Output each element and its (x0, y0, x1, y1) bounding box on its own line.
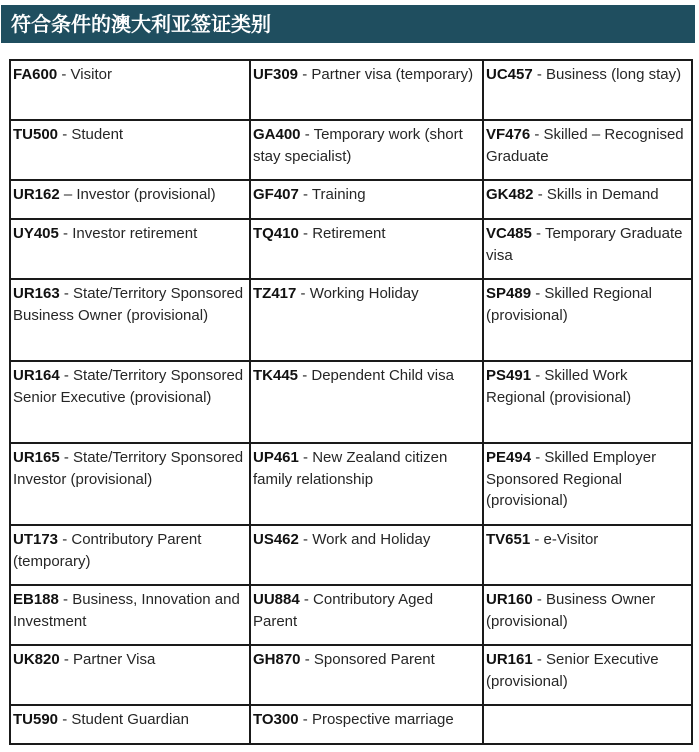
visa-separator: - (58, 711, 72, 728)
page-title: 符合条件的澳大利亚签证类别 (1, 5, 695, 43)
visa-cell (483, 645, 692, 705)
visa-name: Visitor (70, 66, 112, 83)
visa-name: Partner visa (temporary) (311, 66, 474, 83)
visa-separator: - (532, 66, 547, 83)
visa-name: Student (71, 126, 124, 143)
visa-code: GA400 (253, 126, 301, 143)
visa-cell (10, 585, 250, 645)
visa-code: TV651 (486, 531, 531, 548)
visa-name: Skilled Employer Sponsored Regional (provisional) (486, 449, 657, 509)
visa-table (9, 59, 693, 745)
visa-name: Temporary Graduate visa (486, 225, 683, 264)
table-row (10, 525, 692, 585)
visa-cell (250, 120, 483, 180)
visa-name: e-Visitor (543, 531, 599, 548)
visa-separator: - (531, 449, 545, 466)
visa-cell (10, 180, 250, 219)
visa-name: State/Territory Sponsored Senior Executive (provisional) (13, 367, 244, 406)
visa-code: UU884 (253, 591, 300, 608)
visa-cell (483, 120, 692, 180)
visa-separator: - (532, 591, 547, 608)
visa-code: TZ417 (253, 285, 297, 302)
visa-code: UR163 (13, 285, 60, 302)
visa-separator: - (298, 449, 313, 466)
visa-name: Sponsored Parent (313, 651, 435, 668)
visa-code: PS491 (486, 367, 532, 384)
visa-name: Investor retirement (72, 225, 198, 242)
visa-code: UF309 (253, 66, 299, 83)
visa-name: Investor (provisional) (76, 186, 216, 203)
visa-name: Business Owner (provisional) (486, 591, 656, 630)
visa-name: Skilled Regional (provisional) (486, 285, 652, 324)
table-row (10, 120, 692, 180)
visa-cell (250, 443, 483, 525)
table-row (10, 443, 692, 525)
table-row (10, 60, 692, 120)
visa-name: Skilled – Recognised Graduate (486, 126, 684, 165)
visa-cell (483, 219, 692, 279)
visa-name: Dependent Child visa (311, 367, 454, 384)
visa-code: VC485 (486, 225, 532, 242)
visa-code: GH870 (253, 651, 301, 668)
visa-table-body (10, 60, 692, 744)
visa-code: UR165 (13, 449, 60, 466)
visa-cell (483, 585, 692, 645)
visa-separator: - (58, 531, 72, 548)
visa-cell (10, 279, 250, 361)
table-row (10, 180, 692, 219)
visa-name: State/Territory Sponsored Business Owner (provisional) (13, 285, 244, 324)
visa-cell (250, 279, 483, 361)
visa-code: VF476 (486, 126, 531, 143)
table-row (10, 219, 692, 279)
visa-cell (250, 525, 483, 585)
visa-name: Skilled Work Regional (provisional) (486, 367, 632, 406)
visa-code: UR162 (13, 186, 60, 203)
visa-separator: - (58, 225, 73, 242)
visa-code: UC457 (486, 66, 533, 83)
visa-name: Retirement (312, 225, 386, 242)
visa-cell (483, 180, 692, 219)
visa-code: TO300 (253, 711, 299, 728)
visa-cell (483, 279, 692, 361)
visa-cell (10, 645, 250, 705)
visa-code: UP461 (253, 449, 299, 466)
table-row (10, 585, 692, 645)
visa-cell (250, 180, 483, 219)
visa-separator: - (298, 531, 313, 548)
visa-name: Contributory Aged Parent (253, 591, 434, 630)
visa-separator: - (531, 367, 545, 384)
visa-code: UR160 (486, 591, 533, 608)
visa-separator: - (299, 591, 314, 608)
visa-separator: - (300, 651, 314, 668)
visa-name: Training (311, 186, 366, 203)
visa-cell (10, 60, 250, 120)
visa-separator: - (298, 367, 312, 384)
visa-code: SP489 (486, 285, 532, 302)
visa-cell (10, 120, 250, 180)
visa-cell (250, 645, 483, 705)
visa-cell (10, 525, 250, 585)
visa-name: Temporary work (short stay specialist) (253, 126, 463, 165)
visa-cell (483, 705, 692, 744)
visa-name: Skills in Demand (546, 186, 659, 203)
visa-code: US462 (253, 531, 299, 548)
visa-code: TK445 (253, 367, 299, 384)
visa-code: TU590 (13, 711, 59, 728)
visa-name: State/Territory Sponsored Investor (provisional) (13, 449, 244, 488)
visa-name: Student Guardian (71, 711, 189, 728)
visa-code: GK482 (486, 186, 534, 203)
visa-code: UR164 (13, 367, 60, 384)
visa-code: TU500 (13, 126, 59, 143)
table-row (10, 361, 692, 443)
visa-code: TQ410 (253, 225, 299, 242)
visa-cell (483, 443, 692, 525)
visa-separator: - (59, 449, 74, 466)
visa-cell (250, 705, 483, 744)
visa-separator: - (298, 225, 313, 242)
visa-code: PE494 (486, 449, 532, 466)
visa-separator: - (532, 651, 547, 668)
visa-separator: - (298, 711, 312, 728)
visa-cell (250, 585, 483, 645)
visa-cell (250, 361, 483, 443)
visa-separator: - (58, 126, 72, 143)
visa-name: Business, Innovation and Investment (13, 591, 240, 630)
visa-separator: - (298, 186, 312, 203)
visa-separator: - (530, 126, 544, 143)
visa-separator: - (530, 531, 544, 548)
visa-code: UT173 (13, 531, 59, 548)
visa-cell (483, 525, 692, 585)
visa-cell (483, 60, 692, 120)
visa-cell (10, 705, 250, 744)
visa-separator: - (57, 66, 71, 83)
visa-cell (250, 219, 483, 279)
visa-name: Senior Executive (provisional) (486, 651, 659, 690)
visa-name: Contributory Parent (temporary) (13, 531, 202, 570)
table-row (10, 279, 692, 361)
visa-code: FA600 (13, 66, 58, 83)
visa-name: Partner Visa (73, 651, 156, 668)
visa-code: GF407 (253, 186, 299, 203)
visa-separator: - (531, 285, 545, 302)
visa-separator: - (296, 285, 310, 302)
visa-name: Business (long stay) (546, 66, 682, 83)
visa-cell (10, 443, 250, 525)
visa-name: Working Holiday (309, 285, 419, 302)
visa-cell (483, 361, 692, 443)
visa-separator: – (59, 186, 77, 203)
visa-code: UY405 (13, 225, 59, 242)
visa-name: Work and Holiday (312, 531, 431, 548)
table-row (10, 645, 692, 705)
visa-separator: - (59, 285, 74, 302)
visa-cell (250, 60, 483, 120)
table-row (10, 705, 692, 744)
visa-cell (10, 361, 250, 443)
visa-separator: - (533, 186, 547, 203)
visa-separator: - (300, 126, 314, 143)
visa-cell (10, 219, 250, 279)
visa-code: EB188 (13, 591, 59, 608)
visa-code: UK820 (13, 651, 60, 668)
visa-separator: - (59, 367, 74, 384)
visa-separator: - (531, 225, 545, 242)
visa-name: New Zealand citizen family relationship (253, 449, 448, 488)
visa-separator: - (59, 651, 74, 668)
visa-separator: - (298, 66, 312, 83)
visa-separator: - (58, 591, 73, 608)
visa-name: Prospective marriage (311, 711, 454, 728)
visa-code: UR161 (486, 651, 533, 668)
